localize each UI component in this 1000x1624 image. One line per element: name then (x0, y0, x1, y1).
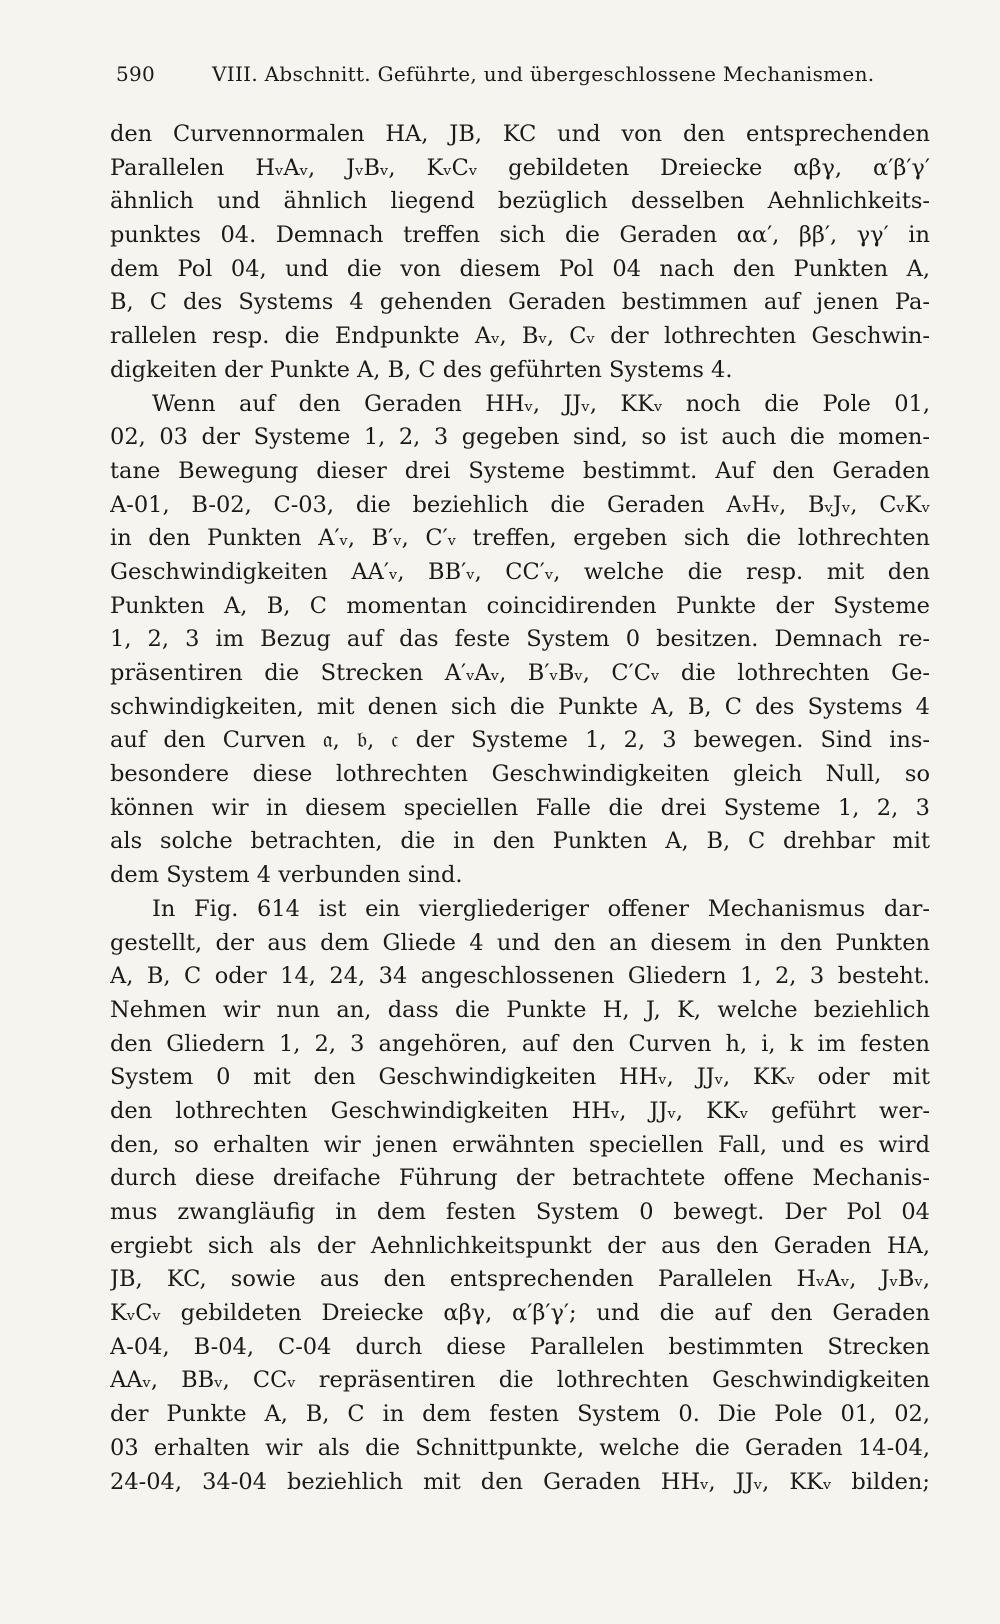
body-text (110, 118, 930, 1499)
text-line: den lothrechten Geschwindigkeiten HHᵥ, JJᵥ, KKᵥ geführt wer- (110, 1097, 930, 1124)
running-head-title: VIII. Abschnitt. Geführte, und übergeschlossene Mechanismen. (212, 62, 875, 86)
text-line: Nehmen wir nun an, dass die Punkte H, J, K, welche beziehlich (110, 996, 930, 1023)
text-line: können wir in diesem speciellen Falle die drei Systeme 1, 2, 3 (110, 794, 930, 821)
text-line: punktes 04. Demnach treffen sich die Geraden αα′, ββ′, γγ′ in (110, 222, 930, 249)
text-line: Wenn auf den Geraden HHᵥ, JJᵥ, KKᵥ noch die Pole 01, (152, 390, 930, 417)
text-line: digkeiten der Punkte A, B, C des geführten Systems 4. (110, 356, 733, 383)
text-line: als solche betrachten, die in den Punkten A, B, C drehbar mit (110, 828, 930, 855)
text-line: A-01, B-02, C-03, die beziehlich die Geraden AᵥHᵥ, BᵥJᵥ, CᵥKᵥ (110, 491, 930, 518)
text-line: Parallelen HᵥAᵥ, JᵥBᵥ, KᵥCᵥ gebildeten Dreiecke αβγ, α′β′γ′ (110, 154, 930, 181)
text-line: 03 erhalten wir als die Schnittpunkte, welche die Geraden 14-04, (110, 1434, 930, 1461)
text-line: dem System 4 verbunden sind. (110, 862, 463, 889)
text-line: auf den Curven 𝔞, 𝔟, 𝔠 der Systeme 1, 2, 3 bewegen. Sind ins- (110, 727, 930, 754)
text-line: tane Bewegung dieser drei Systeme bestimmt. Auf den Geraden (110, 457, 930, 484)
text-line: Geschwindigkeiten AA′ᵥ, BB′ᵥ, CC′ᵥ, welche die resp. mit den (110, 558, 930, 585)
text-line: 1, 2, 3 im Bezug auf das feste System 0 besitzen. Demnach re- (110, 626, 930, 653)
text-line: B, C des Systems 4 gehenden Geraden bestimmen auf jenen Pa- (110, 289, 930, 316)
text-line: der Punkte A, B, C in dem festen System 0. Die Pole 01, 02, (110, 1401, 930, 1428)
text-line: gestellt, der aus dem Gliede 4 und den an diesem in den Punkten (110, 929, 930, 956)
text-line: mus zwangläufig in dem festen System 0 bewegt. Der Pol 04 (110, 1199, 930, 1225)
text-line: 24-04, 34-04 beziehlich mit den Geraden HHᵥ, JJᵥ, KKᵥ bilden; (110, 1468, 930, 1495)
text-line: JB, KC, sowie aus den entsprechenden Parallelen HᵥAᵥ, JᵥBᵥ, (110, 1266, 930, 1293)
text-line: den Curvennormalen HA, JB, KC und von den entsprechenden (110, 121, 930, 147)
text-line: A, B, C oder 14, 24, 34 angeschlossenen Gliedern 1, 2, 3 besteht. (110, 963, 930, 990)
text-line: ergiebt sich als der Aehnlichkeitspunkt der aus den Geraden HA, (110, 1232, 930, 1259)
text-line: dem Pol 04, und die von diesem Pol 04 nach den Punkten A, (110, 255, 930, 282)
text-line: den Gliedern 1, 2, 3 angehören, auf den Curven h, i, k im festen (110, 1030, 930, 1057)
text-line: ähnlich und ähnlich liegend bezüglich desselben Aehnlichkeits- (110, 188, 930, 215)
text-line: Punkten A, B, C momentan coincidirenden Punkte der Systeme (110, 592, 930, 619)
text-line: KᵥCᵥ gebildeten Dreiecke αβγ, α′β′γ′; und die auf den Geraden (110, 1300, 930, 1327)
text-line: den, so erhalten wir jenen erwähnten speciellen Fall, und es wird (110, 1131, 930, 1158)
text-line: System 0 mit den Geschwindigkeiten HHᵥ, JJᵥ, KKᵥ oder mit (110, 1064, 930, 1091)
running-head (116, 62, 936, 86)
page-number: 590 (116, 62, 156, 86)
text-line: schwindigkeiten, mit denen sich die Punkte A, B, C des Systems 4 (110, 693, 930, 720)
text-line: präsentiren die Strecken A′ᵥAᵥ, B′ᵥBᵥ, C′Cᵥ die lothrechten Ge- (110, 660, 930, 686)
text-line: In Fig. 614 ist ein viergliederiger offener Mechanismus dar- (152, 895, 930, 922)
text-line: in den Punkten A′ᵥ, B′ᵥ, C′ᵥ treffen, ergeben sich die lothrechten (110, 525, 930, 552)
text-line: besondere diese lothrechten Geschwindigkeiten gleich Null, so (110, 761, 930, 788)
text-line: AAᵥ, BBᵥ, CCᵥ repräsentiren die lothrechten Geschwindigkeiten (110, 1367, 930, 1394)
text-line: rallelen resp. die Endpunkte Aᵥ, Bᵥ, Cᵥ der lothrechten Geschwin- (110, 323, 930, 350)
text-line: A-04, B-04, C-04 durch diese Parallelen bestimmten Strecken (110, 1333, 930, 1360)
text-line: durch diese dreifache Führung der betrachtete offene Mechanis- (110, 1165, 930, 1192)
text-line: 02, 03 der Systeme 1, 2, 3 gegeben sind, so ist auch die momen- (110, 424, 930, 451)
